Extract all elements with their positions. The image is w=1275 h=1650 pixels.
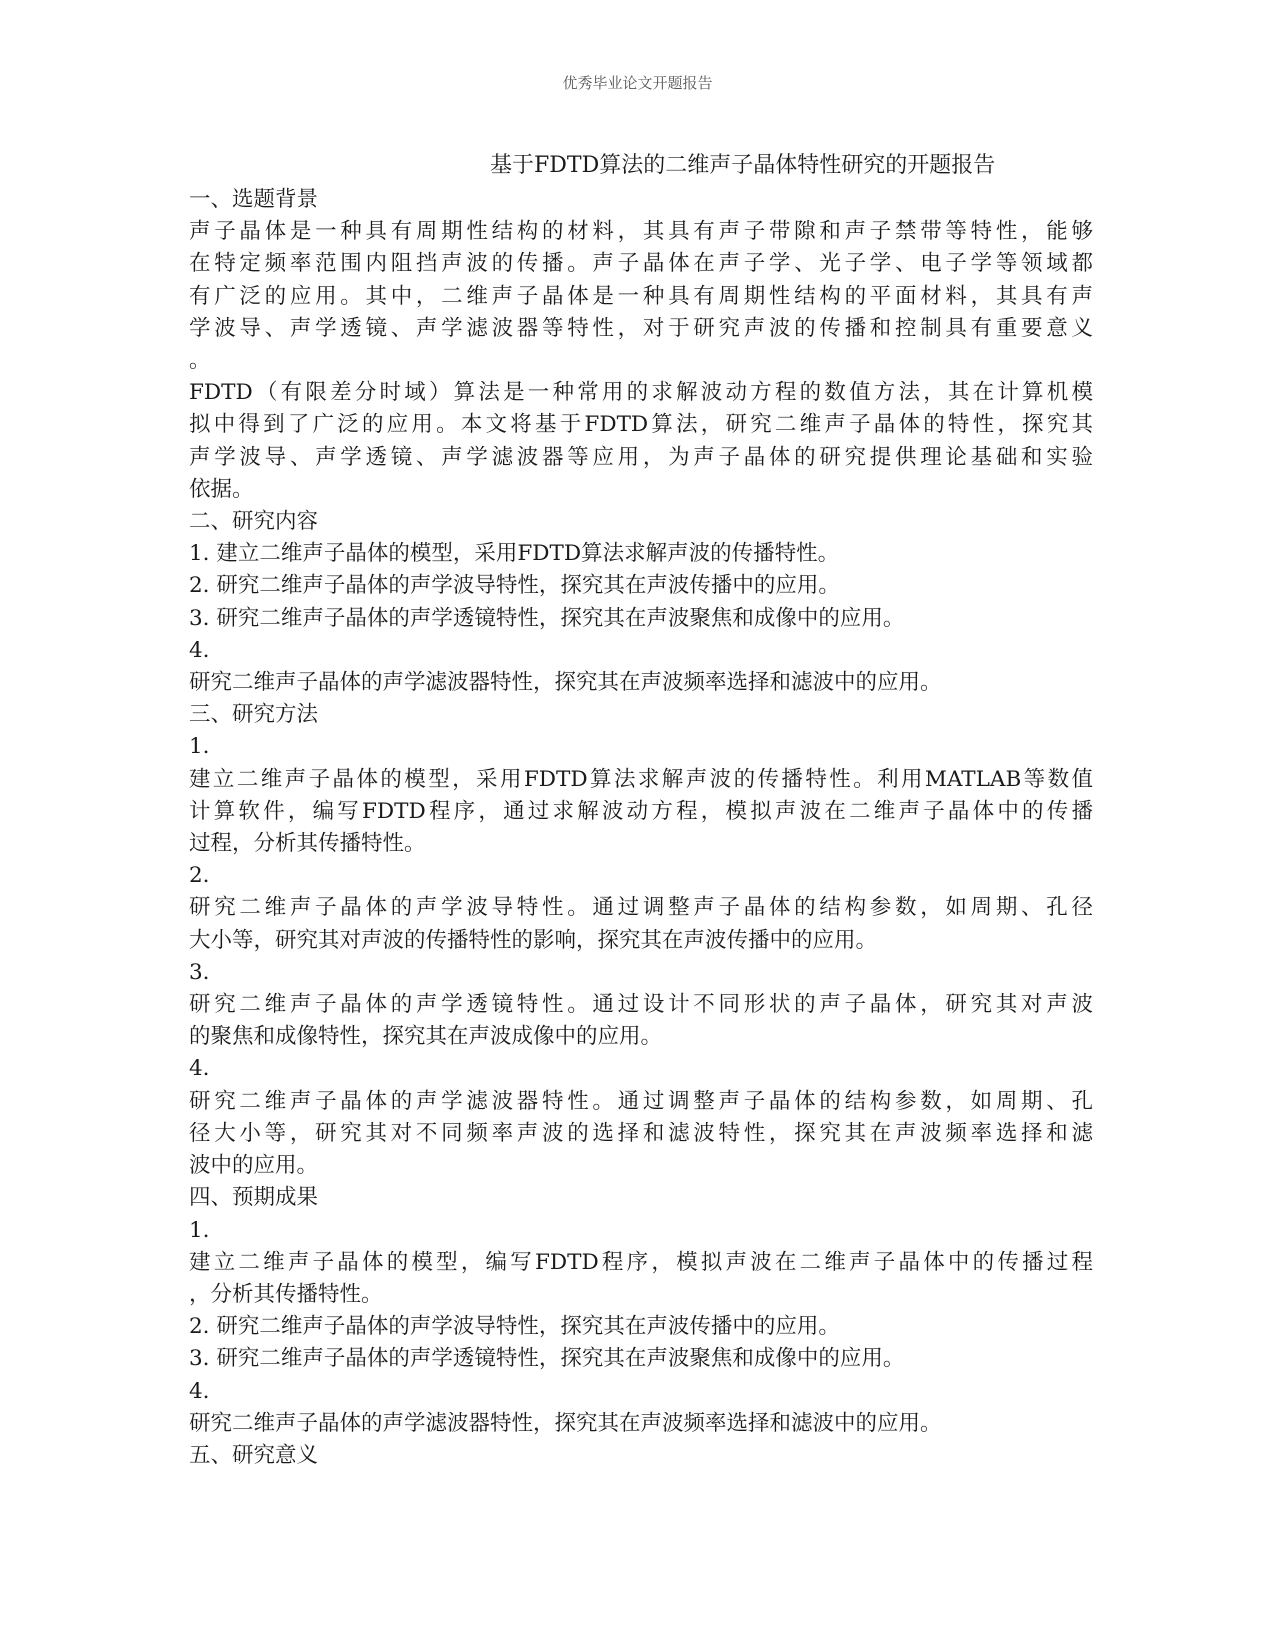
text-line: 4.	[189, 1056, 210, 1082]
text-line: 径大小等，研究其对不同频率声波的选择和滤波特性，探究其在声波频率选择和滤	[189, 1120, 1093, 1146]
document-body	[189, 184, 1093, 1472]
text-line: 研究二维声子晶体的声学滤波器特性。通过调整声子晶体的结构参数，如周期、孔	[189, 1088, 1093, 1114]
text-line: 1.	[189, 1217, 210, 1243]
text-line: 的聚焦和成像特性，探究其在声波成像中的应用。	[189, 1024, 663, 1050]
text-line: 学波导、声学透镜、声学滤波器等特性，对于研究声波的传播和控制具有重要意义	[189, 315, 1093, 341]
text-line: 一、选题背景	[189, 187, 319, 212]
text-line: 建立二维声子晶体的模型，采用FDTD算法求解声波的传播特性。利用MATLAB等数值	[189, 766, 1093, 792]
text-line: 研究二维声子晶体的声学滤波器特性，探究其在声波频率选择和滤波中的应用。	[189, 1410, 942, 1436]
text-line: 计算软件，编写FDTD程序，通过求解波动方程，模拟声波在二维声子晶体中的传播	[189, 798, 1093, 824]
text-line: 3. 研究二维声子晶体的声学透镜特性，探究其在声波聚焦和成像中的应用。	[189, 1346, 905, 1372]
text-line: 2. 研究二维声子晶体的声学波导特性，探究其在声波传播中的应用。	[189, 573, 840, 599]
text-line: FDTD（有限差分时域）算法是一种常用的求解波动方程的数值方法，其在计算机模	[189, 380, 1093, 406]
text-line: 在特定频率范围内阻挡声波的传播。声子晶体在声子学、光子学、电子学等领域都	[189, 251, 1093, 277]
text-line: 大小等，研究其对声波的传播特性的影响，探究其在声波传播中的应用。	[189, 927, 878, 953]
text-line: 研究二维声子晶体的声学滤波器特性，探究其在声波频率选择和滤波中的应用。	[189, 670, 942, 696]
text-line: 4.	[189, 637, 210, 663]
text-line: 四、预期成果	[189, 1185, 319, 1211]
text-line: 3.	[189, 959, 210, 985]
text-line: 有广泛的应用。其中，二维声子晶体是一种具有周期性结构的平面材料，其具有声	[189, 283, 1093, 309]
text-line: 声子晶体是一种具有周期性结构的材料，其具有声子带隙和声子禁带等特性，能够	[189, 219, 1093, 245]
text-line: 1.	[189, 734, 210, 760]
text-line: 拟中得到了广泛的应用。本文将基于FDTD算法，研究二维声子晶体的特性，探究其	[189, 412, 1093, 438]
text-line: 2.	[189, 863, 210, 889]
text-line: 研究二维声子晶体的声学波导特性。通过调整声子晶体的结构参数，如周期、孔径	[189, 895, 1093, 921]
text-line: 声学波导、声学透镜、声学滤波器等应用，为声子晶体的研究提供理论基础和实验	[189, 444, 1093, 470]
text-line: 过程，分析其传播特性。	[189, 831, 426, 857]
text-line: 波中的应用。	[189, 1153, 319, 1179]
text-line: 。	[189, 348, 211, 374]
text-line: 1. 建立二维声子晶体的模型，采用FDTD算法求解声波的传播特性。	[189, 541, 840, 567]
text-line: 三、研究方法	[189, 702, 319, 728]
text-line: 4.	[189, 1378, 210, 1404]
text-line: 研究二维声子晶体的声学透镜特性。通过设计不同形状的声子晶体，研究其对声波	[189, 992, 1093, 1018]
text-line: 建立二维声子晶体的模型，编写FDTD程序，模拟声波在二维声子晶体中的传播过程	[189, 1249, 1093, 1275]
document-title: 基于FDTD算法的二维声子晶体特性研究的开题报告	[490, 153, 996, 178]
text-line: 二、研究内容	[189, 509, 319, 535]
text-line: 3. 研究二维声子晶体的声学透镜特性，探究其在声波聚焦和成像中的应用。	[189, 605, 905, 631]
text-line: 五、研究意义	[189, 1442, 319, 1468]
text-line: 2. 研究二维声子晶体的声学波导特性，探究其在声波传播中的应用。	[189, 1314, 840, 1340]
text-line: ，分析其传播特性。	[189, 1281, 383, 1307]
text-line: 依据。	[189, 476, 254, 502]
running-header: 优秀毕业论文开题报告	[562, 74, 713, 92]
